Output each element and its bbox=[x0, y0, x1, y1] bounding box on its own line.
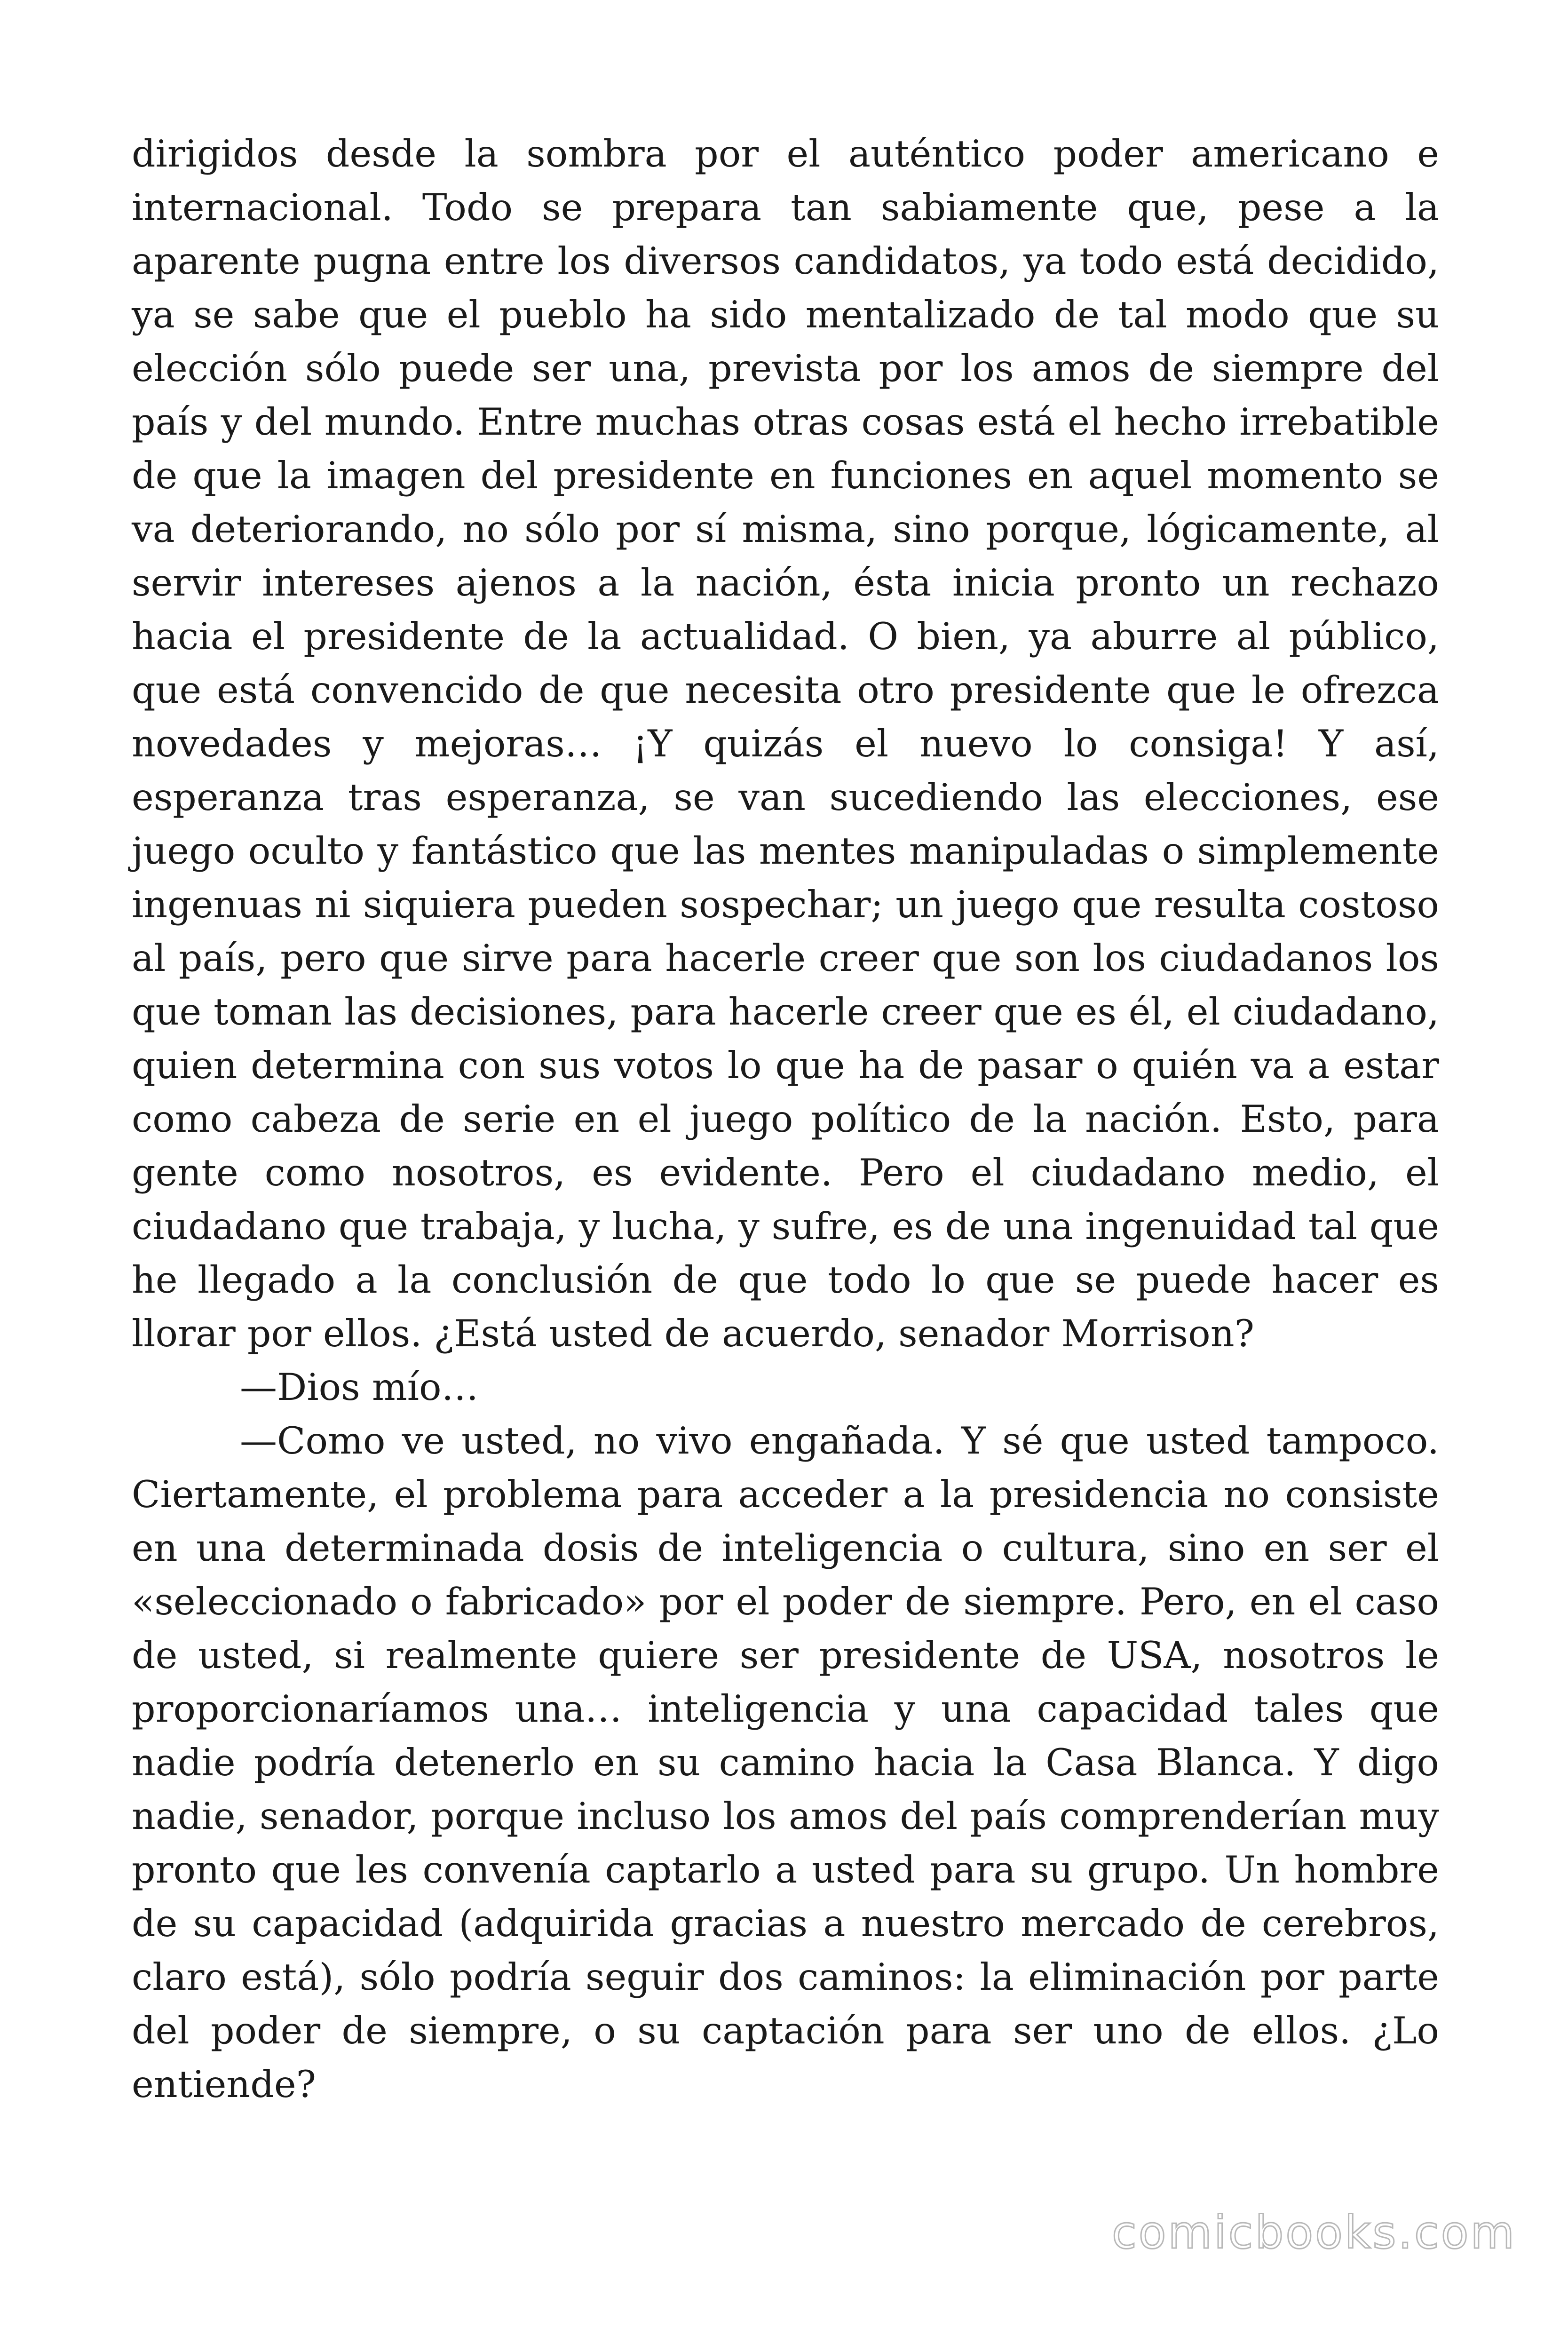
paragraph-3-dialogue: —Como ve usted, no vivo engañada. Y sé que usted tampoco. Ciertamente, el problema para acceder a la presidencia no consiste en una determinada dosis de inteligencia o cultura, sino en ser el «seleccionado o fabricado» por el poder de siempre. Pero, en el caso de usted, si realmente quiere ser presidente de USA, nosotros le proporcionaríamos una… inteligencia y una capacidad tales que nadie podría detenerlo en su camino hacia la Casa Blanca. Y digo nadie, senador, porque incluso los amos del país comprenderían muy pronto que les convenía captarlo a usted para su grupo. Un hombre de su capacidad (adquirida gracias a nuestro mercado de cerebros, claro está), sólo podría seguir dos caminos: la eliminación por parte del poder de siempre, o su captación para ser uno de ellos. ¿Lo entiende? bbox=[132, 1419, 1439, 2106]
body-text bbox=[132, 127, 1439, 2111]
watermark-logo: comicbooks.com bbox=[1111, 2206, 1516, 2259]
paragraph-2-dialogue: —Dios mío… bbox=[240, 1366, 479, 1409]
paragraph-1: dirigidos desde la sombra por el auténtico poder americano e internacional. Todo se prepara tan sabiamente que, pese a la aparente pugna entre los diversos candidatos, ya todo está decidido, ya se sabe que el pueblo ha sido mentalizado de tal modo que su elección sólo puede ser una, prevista por los amos de siempre del país y del mundo. Entre muchas otras cosas está el hecho irrebatible de que la imagen del presidente en funciones en aquel momento se va deteriorando, no sólo por sí misma, sino porque, lógicamente, al servir intereses ajenos a la nación, ésta inicia pronto un rechazo hacia el presidente de la actualidad. O bien, ya aburre al público, que está convencido de que necesita otro presidente que le ofrezca novedades y mejoras… ¡Y quizás el nuevo lo consiga! Y así, esperanza tras esperanza, se van sucediendo las elecciones, ese juego oculto y fantástico que las mentes manipuladas o simplemente ingenuas ni siquiera pueden sospechar; un juego que resulta costoso al país, pero que sirve para hacerle creer que son los ciudadanos los que toman las decisiones, para hacerle creer que es él, el ciudadano, quien determina con sus votos lo que ha de pasar o quién va a estar como cabeza de serie en el juego político de la nación. Esto, para gente como nosotros, es evidente. Pero el ciudadano medio, el ciudadano que trabaja, y lucha, y sufre, es de una ingenuidad tal que he llegado a la conclusión de que todo lo que se puede hacer es llorar por ellos. ¿Está usted de acuerdo, senador Morrison? bbox=[132, 132, 1439, 1355]
